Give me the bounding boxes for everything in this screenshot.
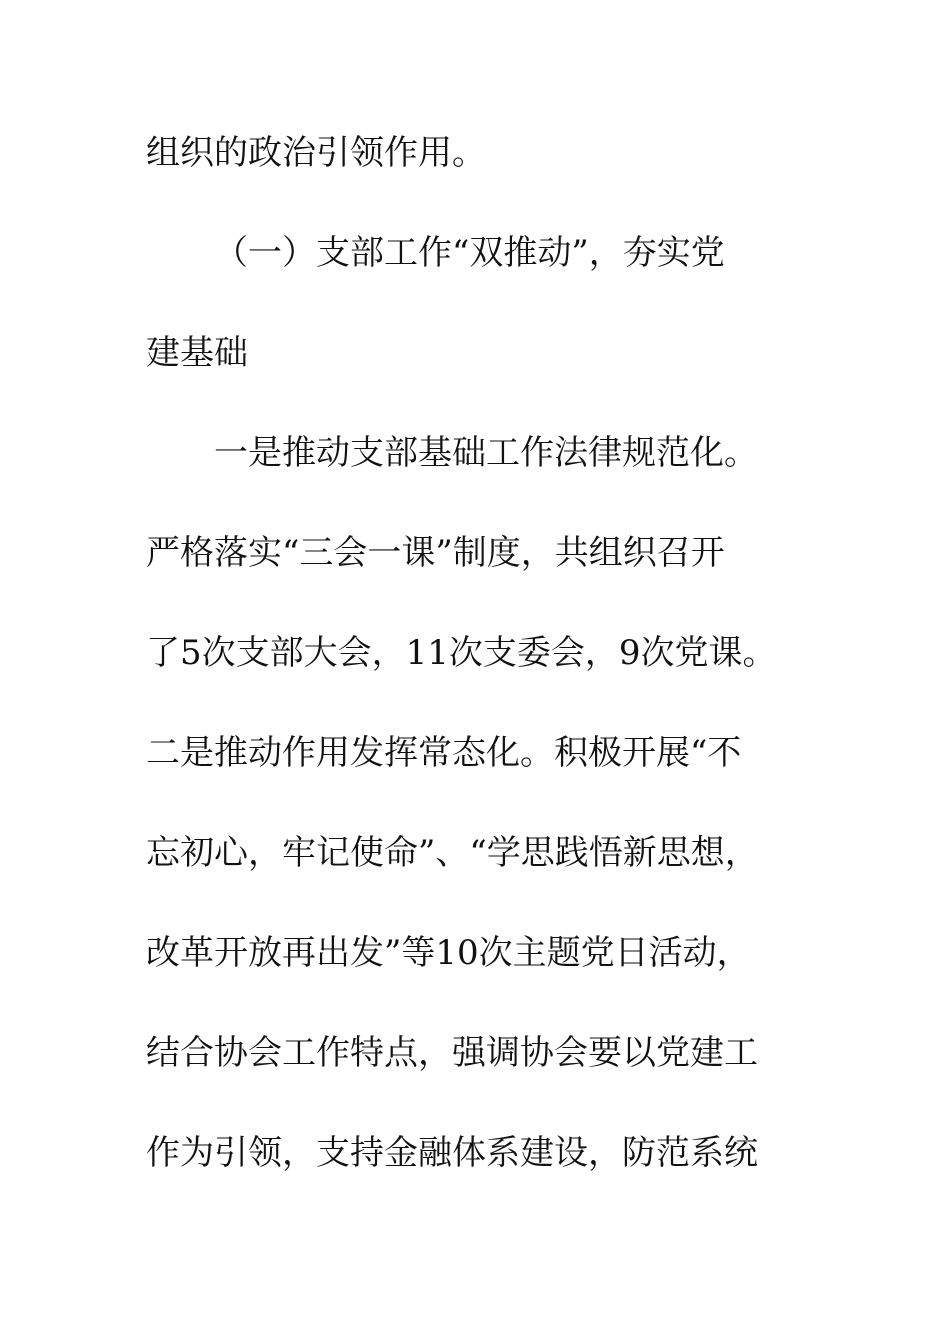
text-line: 严格落实“三会一课”制度，共组织召开: [146, 533, 725, 573]
text-line: 一是推动支部基础工作法律规范化。: [214, 433, 758, 473]
text-line: 忘初心，牢记使命”、“学思践悟新思想，: [146, 833, 759, 873]
text-line: 组织的政治引领作用。: [146, 133, 486, 173]
section-heading-continued: 建基础: [146, 333, 248, 373]
text-line: 结合协会工作特点，强调协会要以党建工: [146, 1033, 758, 1073]
text-line: 了5次支部大会，11次支委会，9次党课。: [146, 633, 777, 673]
text-line: 改革开放再出发”等10次主题党日活动，: [146, 933, 751, 973]
section-heading: （一）支部工作“双推动”，夯实党: [214, 233, 725, 273]
text-line: 二是推动作用发挥常态化。积极开展“不: [146, 733, 742, 773]
text-line: 作为引领，支持金融体系建设，防范系统: [146, 1133, 758, 1173]
